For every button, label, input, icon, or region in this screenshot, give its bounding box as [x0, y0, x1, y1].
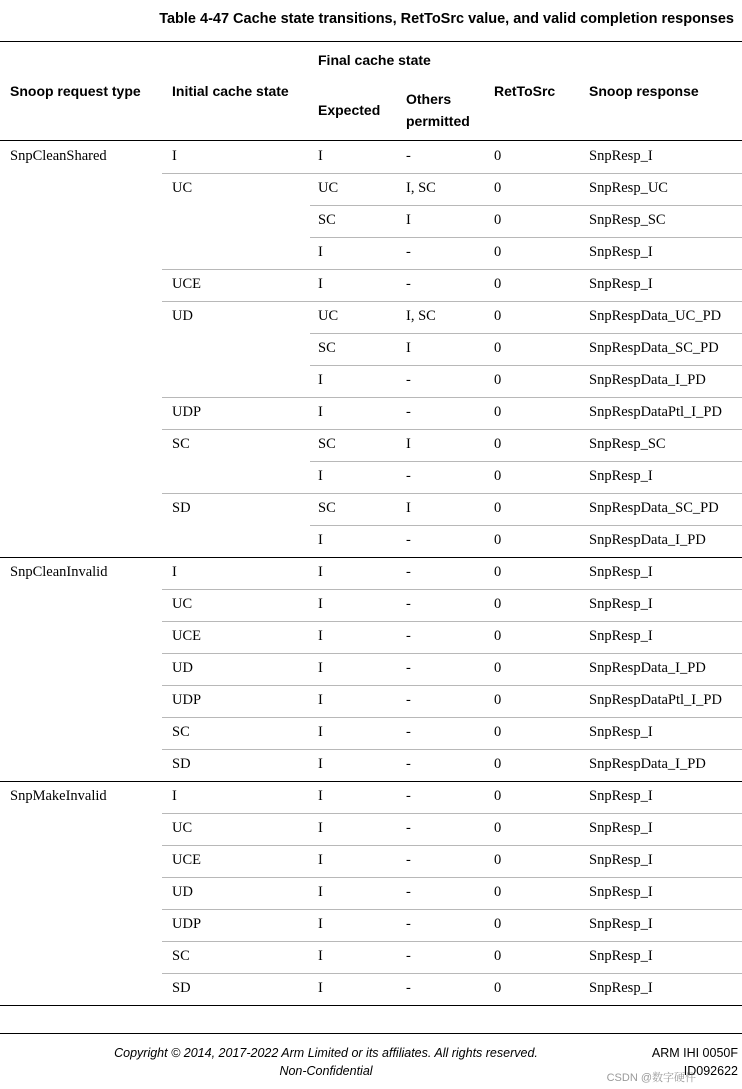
cell-expected-state: I: [318, 660, 323, 676]
cell-others-permitted: -: [406, 692, 411, 708]
cell-initial-state: UD: [172, 660, 193, 676]
cell-expected-state: I: [318, 852, 323, 868]
cell-ret-to-src: 0: [494, 884, 502, 900]
cell-expected-state: I: [318, 788, 323, 804]
cell-expected-state: I: [318, 564, 323, 580]
table-row: [0, 685, 742, 717]
cell-others-permitted: -: [406, 372, 411, 388]
table-row: [0, 141, 742, 173]
cell-snoop-response: SnpRespData_I_PD: [589, 532, 706, 548]
cell-initial-state: UD: [172, 308, 193, 324]
cell-expected-state: I: [318, 628, 323, 644]
cell-snoop-response: SnpRespData_SC_PD: [589, 340, 719, 356]
cell-others-permitted: -: [406, 596, 411, 612]
cell-expected-state: I: [318, 980, 323, 996]
table-row: [0, 269, 742, 301]
table-row: [0, 333, 742, 365]
footer-rule: [0, 1033, 742, 1034]
cell-snoop-request: SnpMakeInvalid: [10, 788, 107, 804]
cell-ret-to-src: 0: [494, 212, 502, 228]
cell-others-permitted: I, SC: [406, 180, 436, 196]
cell-expected-state: I: [318, 148, 323, 164]
cell-snoop-response: SnpResp_I: [589, 820, 653, 836]
cell-snoop-response: SnpResp_I: [589, 724, 653, 740]
cell-snoop-response: SnpResp_I: [589, 948, 653, 964]
cell-expected-state: I: [318, 244, 323, 260]
table-row: [0, 365, 742, 397]
footer-notice: [0, 1044, 652, 1080]
cell-snoop-response: SnpResp_I: [589, 276, 653, 292]
cell-expected-state: I: [318, 884, 323, 900]
table-row: [0, 973, 742, 1005]
cell-snoop-response: SnpRespDataPtl_I_PD: [589, 404, 722, 420]
cell-ret-to-src: 0: [494, 980, 502, 996]
table-row: [0, 909, 742, 941]
cell-expected-state: I: [318, 692, 323, 708]
table-caption: Table 4-47 Cache state transitions, RetToSrc value, and valid completion responses: [159, 11, 734, 27]
header-snoop-request-type: Snoop request type: [10, 83, 141, 99]
footer-confidentiality: Non-Confidential: [279, 1064, 373, 1078]
cell-snoop-response: SnpRespData_SC_PD: [589, 500, 719, 516]
cell-ret-to-src: 0: [494, 564, 502, 580]
watermark: CSDN @数字硬件: [606, 1072, 696, 1084]
cell-ret-to-src: 0: [494, 372, 502, 388]
cell-others-permitted: -: [406, 884, 411, 900]
cell-expected-state: SC: [318, 500, 336, 516]
header-snoop-response: Snoop response: [589, 83, 699, 99]
table-row: [0, 749, 742, 781]
header-initial-cache-state: Initial cache state: [172, 83, 289, 99]
cell-snoop-response: SnpResp_I: [589, 628, 653, 644]
cell-ret-to-src: 0: [494, 628, 502, 644]
cell-others-permitted: I: [406, 436, 411, 452]
cell-others-permitted: -: [406, 564, 411, 580]
cell-others-permitted: -: [406, 628, 411, 644]
cell-initial-state: UC: [172, 820, 193, 836]
table-row: [0, 653, 742, 685]
cell-ret-to-src: 0: [494, 692, 502, 708]
cell-snoop-response: SnpRespData_I_PD: [589, 660, 706, 676]
cell-expected-state: I: [318, 820, 323, 836]
cell-others-permitted: -: [406, 276, 411, 292]
cell-initial-state: UCE: [172, 628, 201, 644]
cell-snoop-response: SnpResp_I: [589, 980, 653, 996]
cell-expected-state: I: [318, 276, 323, 292]
cell-others-permitted: -: [406, 468, 411, 484]
cell-snoop-response: SnpRespData_I_PD: [589, 372, 706, 388]
table-row: [0, 813, 742, 845]
cell-initial-state: UDP: [172, 692, 202, 708]
cell-snoop-response: SnpResp_SC: [589, 436, 666, 452]
cell-initial-state: SD: [172, 500, 191, 516]
cell-ret-to-src: 0: [494, 340, 502, 356]
cell-snoop-response: SnpResp_SC: [589, 212, 666, 228]
cell-expected-state: I: [318, 756, 323, 772]
table-row: [0, 845, 742, 877]
cell-initial-state: I: [172, 148, 177, 164]
cell-expected-state: I: [318, 916, 323, 932]
table-row: [0, 877, 742, 909]
cell-expected-state: UC: [318, 180, 339, 196]
cell-others-permitted: -: [406, 532, 411, 548]
cell-ret-to-src: 0: [494, 852, 502, 868]
cell-initial-state: UCE: [172, 276, 201, 292]
table-row: [0, 589, 742, 621]
cell-ret-to-src: 0: [494, 180, 502, 196]
cell-initial-state: UD: [172, 884, 193, 900]
cell-initial-state: SD: [172, 756, 191, 772]
cell-expected-state: I: [318, 596, 323, 612]
cell-snoop-response: SnpResp_I: [589, 564, 653, 580]
cell-initial-state: SC: [172, 724, 190, 740]
cell-expected-state: SC: [318, 436, 336, 452]
cell-initial-state: SD: [172, 980, 191, 996]
cell-snoop-response: SnpRespData_UC_PD: [589, 308, 722, 324]
cell-others-permitted: -: [406, 148, 411, 164]
footer-doc-id: ARM IHI 0050F: [651, 1046, 738, 1060]
cell-expected-state: SC: [318, 340, 336, 356]
cell-others-permitted: -: [406, 724, 411, 740]
cell-ret-to-src: 0: [494, 916, 502, 932]
cell-snoop-request: SnpCleanShared: [10, 148, 107, 164]
table-row: [0, 173, 742, 205]
table-bottom-rule: [0, 1005, 742, 1006]
cell-snoop-request: SnpCleanInvalid: [10, 564, 108, 580]
cell-others-permitted: -: [406, 916, 411, 932]
table-row: [0, 461, 742, 493]
cell-others-permitted: -: [406, 948, 411, 964]
cell-ret-to-src: 0: [494, 724, 502, 740]
cell-initial-state: I: [172, 564, 177, 580]
cell-ret-to-src: 0: [494, 468, 502, 484]
cell-others-permitted: I: [406, 500, 411, 516]
cell-expected-state: SC: [318, 212, 336, 228]
cell-ret-to-src: 0: [494, 948, 502, 964]
cell-snoop-response: SnpResp_I: [589, 596, 653, 612]
table-row: [0, 493, 742, 525]
cell-others-permitted: -: [406, 852, 411, 868]
table-row: [0, 237, 742, 269]
cell-ret-to-src: 0: [494, 756, 502, 772]
cell-ret-to-src: 0: [494, 596, 502, 612]
cell-expected-state: I: [318, 948, 323, 964]
cell-expected-state: UC: [318, 308, 339, 324]
cell-others-permitted: -: [406, 820, 411, 836]
cell-ret-to-src: 0: [494, 788, 502, 804]
footer-doc-id2: ID092622: [683, 1064, 738, 1078]
cell-expected-state: I: [318, 532, 323, 548]
header-ret-to-src: RetToSrc: [494, 83, 556, 99]
cell-ret-to-src: 0: [494, 276, 502, 292]
cell-snoop-response: SnpResp_I: [589, 244, 653, 260]
cell-initial-state: UC: [172, 180, 193, 196]
cell-snoop-response: SnpResp_I: [589, 884, 653, 900]
table-row: [0, 781, 742, 813]
cell-others-permitted: -: [406, 788, 411, 804]
cell-snoop-response: SnpResp_I: [589, 148, 653, 164]
cell-ret-to-src: 0: [494, 404, 502, 420]
cell-initial-state: UC: [172, 596, 193, 612]
table-row: [0, 941, 742, 973]
cell-initial-state: UDP: [172, 404, 202, 420]
table-row: [0, 621, 742, 653]
cell-snoop-response: SnpResp_I: [589, 852, 653, 868]
cell-initial-state: I: [172, 788, 177, 804]
cell-snoop-response: SnpResp_I: [589, 788, 653, 804]
cell-ret-to-src: 0: [494, 820, 502, 836]
cell-initial-state: UCE: [172, 852, 201, 868]
cell-others-permitted: -: [406, 244, 411, 260]
table-top-rule: [0, 41, 742, 42]
table-row: [0, 525, 742, 557]
header-others-line1: Others: [406, 91, 452, 107]
table-row: [0, 301, 742, 333]
cell-ret-to-src: 0: [494, 532, 502, 548]
table-row: [0, 557, 742, 589]
table-row: [0, 205, 742, 237]
cell-others-permitted: I: [406, 340, 411, 356]
cell-expected-state: I: [318, 372, 323, 388]
cell-snoop-response: SnpResp_UC: [589, 180, 668, 196]
header-final-cache-state: Final cache state: [318, 52, 431, 68]
cell-others-permitted: I: [406, 212, 411, 228]
cell-ret-to-src: 0: [494, 148, 502, 164]
cell-others-permitted: -: [406, 756, 411, 772]
header-others-line2: permitted: [406, 113, 470, 129]
cell-snoop-response: SnpResp_I: [589, 468, 653, 484]
cell-snoop-response: SnpResp_I: [589, 916, 653, 932]
table-row: [0, 429, 742, 461]
table-row: [0, 397, 742, 429]
cell-ret-to-src: 0: [494, 500, 502, 516]
cell-initial-state: UDP: [172, 916, 202, 932]
cell-others-permitted: -: [406, 980, 411, 996]
cell-ret-to-src: 0: [494, 244, 502, 260]
cell-expected-state: I: [318, 724, 323, 740]
cell-ret-to-src: 0: [494, 308, 502, 324]
table-row: [0, 717, 742, 749]
cell-others-permitted: -: [406, 404, 411, 420]
cell-ret-to-src: 0: [494, 660, 502, 676]
cell-others-permitted: -: [406, 660, 411, 676]
cell-snoop-response: SnpRespDataPtl_I_PD: [589, 692, 722, 708]
cell-snoop-response: SnpRespData_I_PD: [589, 756, 706, 772]
header-expected: Expected: [318, 102, 381, 118]
cell-ret-to-src: 0: [494, 436, 502, 452]
footer-copyright: Copyright © 2014, 2017-2022 Arm Limited or its affiliates. All rights reserved.: [114, 1046, 538, 1060]
cell-expected-state: I: [318, 404, 323, 420]
cell-expected-state: I: [318, 468, 323, 484]
cell-others-permitted: I, SC: [406, 308, 436, 324]
cell-initial-state: SC: [172, 436, 190, 452]
cell-initial-state: SC: [172, 948, 190, 964]
